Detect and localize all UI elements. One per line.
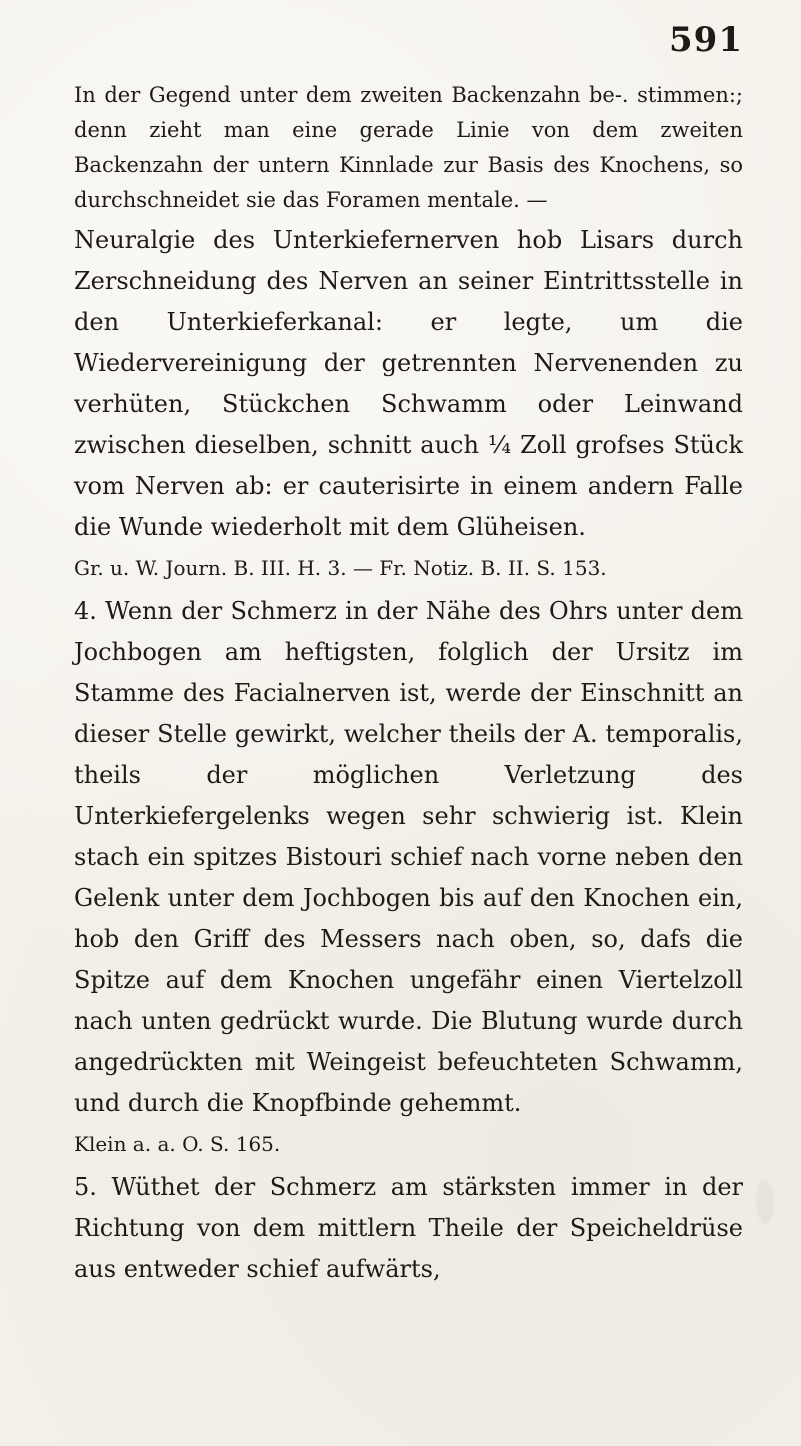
page-number: 591 bbox=[669, 20, 743, 60]
paper-stain bbox=[756, 1180, 774, 1224]
reference-1: Gr. u. W. Journ. B. III. H. 3. — Fr. Notiz. B. II. S. 153. bbox=[74, 556, 607, 580]
paragraph-1: In der Gegend unter dem zweiten Backenzahn be-. stimmen:; denn zieht man eine gerade Linie von dem zweiten Backenzahn der untern Kinnlade zur Basis des Knochens, so durchschneidet sie das Foramen mentale. — bbox=[74, 83, 743, 212]
paragraph-3: 4. Wenn der Schmerz in der Nähe des Ohrs unter dem Jochbogen am heftigsten, folglich der Ursitz im Stamme des Facialnerven ist, werde der Einschnitt an dieser Stelle gewirkt, welcher theils der A. temporalis, theils der möglichen Verletzung des Unterkiefergelenks wegen sehr schwierig ist. Klein stach ein spitzes Bistouri schief nach vorne neben den Gelenk unter dem Jochbogen bis auf den Knochen ein, hob den Griff des Messers nach oben, so, dafs die Spitze auf dem Knochen ungefähr einen Viertelzoll nach unten gedrückt wurde. Die Blutung wurde durch angedrückten mit Weingeist befeuchteten Schwamm, und durch die Knopfbinde gehemmt. bbox=[74, 597, 743, 1117]
paragraph-2: Neuralgie des Unterkiefernerven hob Lisars durch Zerschneidung des Nerven an seiner Eintrittsstelle in den Unterkieferkanal: er legte, um die Wiedervereinigung der getrennten Nervenenden zu verhüten, Stückchen Schwamm oder Leinwand zwischen dieselben, schnitt auch ¼ Zoll grofses Stück vom Nerven ab: er cauterisirte in einem andern Falle die Wunde wiederholt mit dem Glüheisen. bbox=[74, 226, 743, 541]
page-content bbox=[74, 78, 743, 1290]
reference-2: Klein a. a. O. S. 165. bbox=[74, 1132, 281, 1156]
paragraph-4: 5. Wüthet der Schmerz am stärksten immer in der Richtung von dem mittlern Theile der Speicheldrüse aus entweder schief aufwärts, bbox=[74, 1173, 743, 1283]
